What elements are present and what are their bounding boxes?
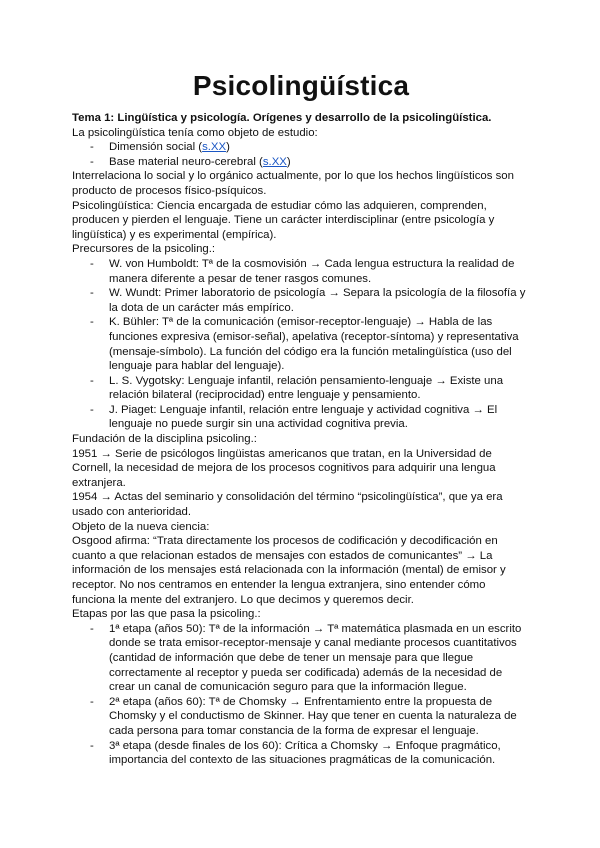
list-item: - W. Wundt: Primer laboratorio de psicología → Separa la psicología de la filosofía y la dota de un carácter más empírico. [72, 286, 530, 315]
new-science-label: Objeto de la nueva ciencia: [72, 520, 210, 533]
list-item: - Dimensión social (s.XX) [72, 140, 530, 155]
topic-heading: Tema 1: Lingüística y psicología. Orígenes y desarrollo de la psicolingüística. [72, 112, 492, 124]
list-item: - J. Piaget: Lenguaje infantil, relación entre lenguaje y actividad cognitiva → El lenguaje no puede surgir sin una actividad cognitiva previa. [72, 403, 530, 432]
precursors-label: Precursores de la psicoling.: [72, 243, 216, 256]
list-item: - 1ª etapa (años 50): Tª de la información → Tª matemática plasmada en un escrito donde se trata emisor-receptor-mensaje y canal mediante procesos cuantitativos (cantidad de información que debe de tener un mensaje para que llegue correctamente al receptor y pueda ser codificada) además de la necesidad de crear un canal de comunicación seguro para que la información llegue. [72, 622, 530, 695]
list-item: - W. von Humboldt: Tª de la cosmovisión → Cada lengua estructura la realidad de manera diferente a pesar de tener rasgos comunes. [72, 257, 530, 286]
list-item: - K. Bühler: Tª de la comunicación (emisor-receptor-lenguaje) → Habla de las funciones expresiva (emisor-señal), apelativa (receptor-síntoma) y representativa (mensaje-símbolo). La función del código era la función metalingüística (uso del lenguaje para hablar del lenguaje). [72, 315, 530, 373]
document-title: Psicolingüística [192, 70, 410, 101]
list-item: - Base material neuro-cerebral (s.XX) [72, 155, 530, 170]
foundation-1954: 1954 → Actas del seminario y consolidación del término “psicolingüística”, que ya era usado con anterioridad. [72, 491, 503, 519]
list-item: - L. S. Vygotsky: Lenguaje infantil, relación pensamiento-lenguaje → Existe una relación bilateral (reciprocidad) entre lenguaje y pensamiento. [72, 374, 530, 403]
osgood-paragraph: Osgood afirma: “Trata directamente los procesos de codificación y decodificación en cuanto a que relacionan estados de mensajes con estados de comunicantes” → La información de los mensajes está relacionada con la información (mental) de emisor y receptor. No nos centramos en entender la lengua extranjera, sino entender cómo funciona la mente del extranjero. Lo que decimos y queremos decir. [72, 535, 506, 606]
list-item: - 2ª etapa (años 60): Tª de Chomsky → Enfrentamiento entre la propuesta de Chomsky y el conductismo de Skinner. Hay que tener en cuenta la naturaleza de cada persona para tomar constancia de la forma de expresar el lenguaje. [72, 695, 530, 739]
foundation-1951: 1951 → Serie de psicólogos lingüistas americanos que tratan, en la Universidad de Cornell, la necesidad de mejora de los procesos cognitivos para adquirir una lengua extranjera. [72, 447, 496, 489]
stages-list [72, 622, 530, 768]
study-object-list [72, 140, 530, 169]
definition-paragraph: Psicolingüística: Ciencia encargada de estudiar cómo las adquieren, comprenden, producen y pierden el lenguaje. Tiene un carácter interdisciplinar (entre psicología y lingüística) y es experimental (empírica). [72, 199, 495, 241]
stages-label: Etapas por las que pasa la psicoling.: [72, 608, 261, 621]
foundation-label: Fundación de la disciplina psicoling.: [72, 433, 257, 446]
intro-text: La psicolingüística tenía como objeto de estudio: [72, 126, 318, 139]
precursors-list [72, 257, 530, 432]
list-item: - 3ª etapa (desde finales de los 60): Crítica a Chomsky → Enfoque pragmático, importancia del contexto de las situaciones pragmáticas de la comunicación. [72, 739, 530, 768]
century-link[interactable]: s.XX [202, 141, 227, 154]
interrelation-paragraph: Interrelaciona lo social y lo orgánico actualmente, por lo que los hechos lingüísticos son producto de procesos físico-psíquicos. [72, 170, 514, 197]
century-link[interactable]: s.XX [262, 155, 287, 168]
